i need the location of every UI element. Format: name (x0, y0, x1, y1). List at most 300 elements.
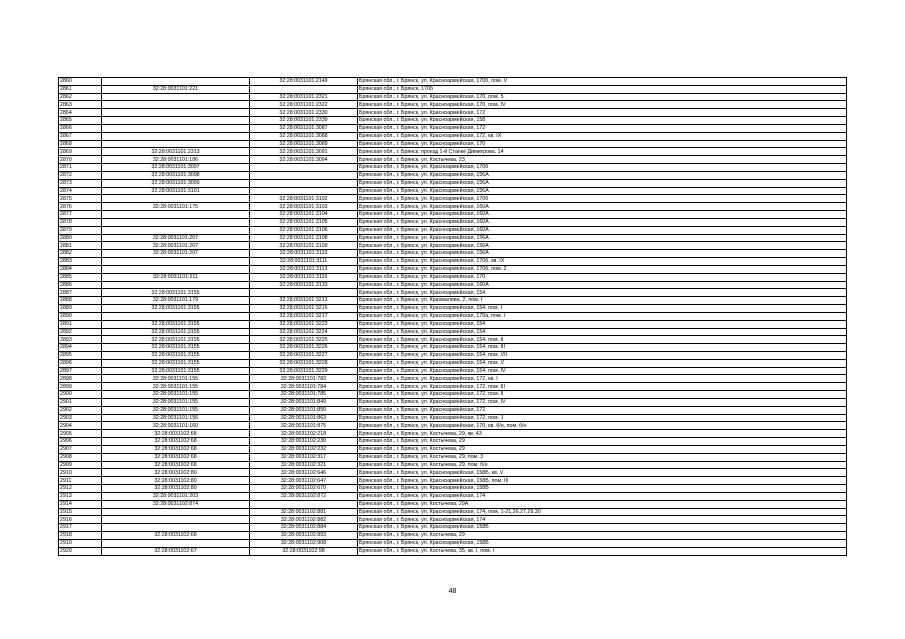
row-number: 2896 (59, 359, 102, 367)
table-row (59, 547, 847, 555)
table-row (59, 532, 847, 540)
parent-cadastral-number (102, 258, 250, 266)
parent-cadastral-number: 32:28:0031101:160 (102, 422, 250, 430)
row-number: 2886 (59, 281, 102, 289)
address: Брянская обл., г. Брянск, ул. Красноармейская, 158Б, кв. V (358, 469, 847, 477)
table-row (59, 179, 847, 187)
row-number: 2910 (59, 469, 102, 477)
cadastral-number: 32:28:0031101:3111 (250, 258, 358, 266)
cadastral-number: 32:28:0031101:3087 (250, 124, 358, 132)
cadastral-number: 32:28:0031101:3223 (250, 320, 358, 328)
table-row (59, 469, 847, 477)
row-number: 2870 (59, 156, 102, 164)
table-row (59, 211, 847, 219)
row-number: 2875 (59, 195, 102, 203)
address: Брянская обл., г. Брянск, ул. Красноармейская, 154, пом. III (358, 344, 847, 352)
cadastral-table (58, 77, 847, 556)
table-row (59, 187, 847, 195)
cadastral-number: 32:28:0031101:850 (250, 406, 358, 414)
table-row (59, 203, 847, 211)
row-number: 2873 (59, 179, 102, 187)
table-row (59, 305, 847, 313)
cadastral-number: 32:28:0031101:3104 (250, 211, 358, 219)
cadastral-number: 32:28:0031101:3108 (250, 234, 358, 242)
table-row (59, 430, 847, 438)
address: Брянская обл., г. Брянск, ул. Красноармейская, 160А (358, 203, 847, 211)
parent-cadastral-number: 32:28:0031102:80 (102, 477, 250, 485)
table-row (59, 171, 847, 179)
cadastral-number: 32:28:0031101:2149 (250, 78, 358, 86)
row-number: 2880 (59, 234, 102, 242)
cadastral-number: 32:28:0031101:3213 (250, 297, 358, 305)
parent-cadastral-number (102, 195, 250, 203)
table-row (59, 132, 847, 140)
parent-cadastral-number: 32:28:0031101:3155 (102, 320, 250, 328)
parent-cadastral-number (102, 226, 250, 234)
parent-cadastral-number: 32:28:0031101:155 (102, 383, 250, 391)
table-row (59, 398, 847, 406)
row-number: 2908 (59, 453, 102, 461)
parent-cadastral-number (102, 524, 250, 532)
table-row (59, 359, 847, 367)
row-number: 2901 (59, 398, 102, 406)
row-number: 2906 (59, 438, 102, 446)
row-number: 2860 (59, 78, 102, 86)
address: Брянская обл., г. Брянск, ул. Костычева, 29 (358, 438, 847, 446)
cadastral-number (250, 187, 358, 195)
cadastral-number: 32:28:0031101:3216 (250, 305, 358, 313)
address: Брянская обл., г. Брянск, ул. Красноармейская, 154, пом. VII (358, 351, 847, 359)
address: Брянская обл., г. Брянск, ул. Красноармейская, 158Б, пом. III (358, 477, 847, 485)
parent-cadastral-number: 32:28:0031101:3099 (102, 179, 250, 187)
cadastral-number: 32:28:0031101:3229 (250, 367, 358, 375)
table-row (59, 164, 847, 172)
row-number: 2907 (59, 445, 102, 453)
cadastral-number: 32:28:0031102:647 (250, 477, 358, 485)
table-row (59, 297, 847, 305)
parent-cadastral-number: 32:28:0031102:80 (102, 485, 250, 493)
parent-cadastral-number (102, 265, 250, 273)
cadastral-number: 32:28:0031101:784 (250, 383, 358, 391)
address: Брянская обл., г. Брянск, ул. Красноармейская, 170б (358, 164, 847, 172)
row-number: 2867 (59, 132, 102, 140)
address: Брянская обл., г. Брянск, ул. Красноармейская, 160А (358, 211, 847, 219)
row-number: 2882 (59, 250, 102, 258)
address: Брянская обл., г. Брянск, ул. Красноармейская, 154, пом. V (358, 359, 847, 367)
parent-cadastral-number: 32:28:0031101:155 (102, 406, 250, 414)
cadastral-number: 32:28:0031101:3113 (250, 265, 358, 273)
parent-cadastral-number (102, 312, 250, 320)
parent-cadastral-number: 32:28:0031101:179 (102, 297, 250, 305)
parent-cadastral-number: 32:28:0031101:3155 (102, 305, 250, 313)
cadastral-number: 32:28:0031101:3102 (250, 195, 358, 203)
address: Брянская обл., г. Брянск, ул. Красноармейская, 158Б (358, 485, 847, 493)
cadastral-number: 32:28:0031101:2330 (250, 109, 358, 117)
parent-cadastral-number: 32:28:0031101:3155 (102, 289, 250, 297)
row-number: 2866 (59, 124, 102, 132)
table-row (59, 195, 847, 203)
row-number: 2888 (59, 297, 102, 305)
table-row (59, 250, 847, 258)
address: Брянская обл., г. Брянск, ул. Костычева, 23 (358, 156, 847, 164)
parent-cadastral-number (102, 117, 250, 125)
address: Брянская обл., г. Брянск, ул. Красноармейская, 158Б (358, 524, 847, 532)
cadastral-number: 32:28:0031101:3109 (250, 242, 358, 250)
cadastral-number: 32:28:0031101:3110 (250, 250, 358, 258)
address: Брянская обл., г. Брянск, ул. Красноармейская, 156А (358, 234, 847, 242)
address: Брянская обл., г. Брянск, ул. Красноармейская, 154 (358, 328, 847, 336)
parent-cadastral-number: 32:28:0031101:221 (102, 85, 250, 93)
row-number: 2877 (59, 211, 102, 219)
cadastral-number: 32:28:0031101:3226 (250, 344, 358, 352)
cadastral-number: 32:28:0031101:3228 (250, 359, 358, 367)
table-row (59, 226, 847, 234)
row-number: 2876 (59, 203, 102, 211)
row-number: 2905 (59, 430, 102, 438)
cadastral-number: 32:28:0031101:3094 (250, 156, 358, 164)
address: Брянская обл., г. Брянск, ул. Красноармейская, 154, пом. II (358, 336, 847, 344)
address: Брянская обл., г. Брянск, ул. Костычева, 29, кв. 43 (358, 430, 847, 438)
cadastral-number: 32:28:0031101:3227 (250, 351, 358, 359)
cadastral-number (250, 179, 358, 187)
table-row (59, 312, 847, 320)
address: Брянская обл., г. Брянск, ул. Костычева, 29, пом. 3 (358, 453, 847, 461)
table-row (59, 328, 847, 336)
cadastral-number: 32:28:0031102:232 (250, 445, 358, 453)
cadastral-number: 32:28:0031101:3133 (250, 281, 358, 289)
row-number: 2903 (59, 414, 102, 422)
address: Брянская обл., г. Брянск, ул. Красноармейская, 158Б (358, 539, 847, 547)
table-row (59, 422, 847, 430)
parent-cadastral-number: 32:28:0031101:156 (102, 414, 250, 422)
address: Брянская обл., г. Брянск, ул. Красноармейская, 160А (358, 281, 847, 289)
parent-cadastral-number: 32:28:0031101:3155 (102, 351, 250, 359)
cadastral-number: 32:28:0031102:98 (250, 547, 358, 555)
table-row (59, 453, 847, 461)
table-row (59, 234, 847, 242)
parent-cadastral-number: 32:28:0031102:67 (102, 547, 250, 555)
cadastral-number: 32:28:0031101:785 (250, 391, 358, 399)
parent-cadastral-number: 32:28:0031101:3155 (102, 359, 250, 367)
address: Брянская обл., г. Брянск, ул. Красноармейская, 172, кв. IX (358, 132, 847, 140)
address: Брянская обл., г. Брянск, ул. Красноармейская, 172, пом. III (358, 383, 847, 391)
table-row (59, 242, 847, 250)
parent-cadastral-number (102, 508, 250, 516)
parent-cadastral-number: 32:28:0031101:2313 (102, 148, 250, 156)
row-number: 2900 (59, 391, 102, 399)
row-number: 2871 (59, 164, 102, 172)
address: Брянская обл., г. Брянск, ул. Красноармейская, 160А (358, 226, 847, 234)
table-row (59, 265, 847, 273)
row-number: 2864 (59, 109, 102, 117)
table-row (59, 485, 847, 493)
address: Брянская обл., г. Брянск, ул. Красноармейская, 172 (358, 109, 847, 117)
cadastral-number (250, 164, 358, 172)
address: Брянская обл., г. Брянск, ул. Красноармейская, 170, кв. б/н, пом. б/н (358, 422, 847, 430)
table-row (59, 117, 847, 125)
parent-cadastral-number: 32:28:0031102:874 (102, 500, 250, 508)
cadastral-number: 32:28:0031101:3089 (250, 140, 358, 148)
table-row (59, 406, 847, 414)
cadastral-number: 32:28:0031102:646 (250, 469, 358, 477)
parent-cadastral-number: 32:28:0031101:207 (102, 242, 250, 250)
address: Брянская обл., г. Брянск, ул. Красноармейская, 170 (358, 140, 847, 148)
table-row (59, 85, 847, 93)
row-number: 2915 (59, 508, 102, 516)
cadastral-number: 32:28:0031101:849 (250, 398, 358, 406)
registry-sheet (58, 77, 847, 556)
row-number: 2862 (59, 93, 102, 101)
parent-cadastral-number (102, 101, 250, 109)
parent-cadastral-number: 32:28:0031102:68 (102, 445, 250, 453)
cadastral-number: 32:28:0031102:321 (250, 461, 358, 469)
table-row (59, 273, 847, 281)
address: Брянская обл., г. Брянск, ул. Красноармейская, 156А (358, 242, 847, 250)
cadastral-number: 32:28:0031102:230 (250, 438, 358, 446)
parent-cadastral-number (102, 516, 250, 524)
address: Брянская обл., г. Брянск, ул. Красноармейская, 170, пом. IV (358, 101, 847, 109)
parent-cadastral-number (102, 218, 250, 226)
address: Брянская обл., г. Брянск, ул. Красноармейская, 172, кв. I (358, 375, 847, 383)
cadastral-number: 32:28:0031102:884 (250, 524, 358, 532)
address: Брянская обл., г. Брянск, ул. Красноармейская, 154 (358, 320, 847, 328)
cadastral-number: 32:28:0031101:3224 (250, 328, 358, 336)
table-row (59, 218, 847, 226)
address: Брянская обл., г. Брянск, ул. Красноармейская, 170а, пом. I (358, 312, 847, 320)
table-row (59, 438, 847, 446)
address: Брянская обл., г. Брянск, ул. Красноармейская, 174 (358, 492, 847, 500)
table-row (59, 258, 847, 266)
parent-cadastral-number: 32:28:0031101:3101 (102, 187, 250, 195)
parent-cadastral-number (102, 132, 250, 140)
row-number: 2879 (59, 226, 102, 234)
table-row (59, 336, 847, 344)
address: Брянская обл., г. Брянск, ул. Красноармейская, 174, пом. 1-21,26,27,29,30 (358, 508, 847, 516)
row-number: 2894 (59, 344, 102, 352)
address: Брянская обл., г. Брянск, ул. Красноармейская, 170 (358, 273, 847, 281)
table-row (59, 124, 847, 132)
parent-cadastral-number: 32:28:0031101:203 (102, 492, 250, 500)
parent-cadastral-number (102, 93, 250, 101)
cadastral-number: 32:28:0031101:2321 (250, 93, 358, 101)
row-number: 2920 (59, 547, 102, 555)
row-number: 2892 (59, 328, 102, 336)
row-number: 2898 (59, 375, 102, 383)
parent-cadastral-number: 32:28:0031101:186 (102, 156, 250, 164)
address: Брянская обл., г. Брянск, ул. Красноармейская, 170б, пом. 2 (358, 265, 847, 273)
cadastral-number: 32:28:0031101:863 (250, 414, 358, 422)
cadastral-number: 32:28:0031101:3225 (250, 336, 358, 344)
table-row (59, 101, 847, 109)
table-row (59, 140, 847, 148)
address: Брянская обл., г. Брянск, ул. Красноармейская, 156А (358, 250, 847, 258)
row-number: 2872 (59, 171, 102, 179)
table-row (59, 320, 847, 328)
row-number: 2904 (59, 422, 102, 430)
parent-cadastral-number: 32:28:0031101:3097 (102, 164, 250, 172)
row-number: 2909 (59, 461, 102, 469)
address: Брянская обл., г. Брянск, ул. Красноармейская, 172, пом. IV (358, 398, 847, 406)
parent-cadastral-number: 32:28:0031101:3155 (102, 344, 250, 352)
parent-cadastral-number (102, 124, 250, 132)
cadastral-number: 32:28:0031102:670 (250, 485, 358, 493)
table-row (59, 445, 847, 453)
table-row (59, 148, 847, 156)
parent-cadastral-number: 32:28:0031101:3155 (102, 328, 250, 336)
parent-cadastral-number (102, 140, 250, 148)
cadastral-number: 32:28:0031101:2339 (250, 117, 358, 125)
cadastral-number: 32:28:0031101:3103 (250, 203, 358, 211)
address: Брянская обл., г. Брянск, ул. Крахмалева, 2, пом. I (358, 297, 847, 305)
table-row (59, 367, 847, 375)
table-row (59, 78, 847, 86)
cadastral-number: 32:28:0031101:2322 (250, 101, 358, 109)
address: Брянская обл., г. Брянск, ул. Красноармейская, 158 (358, 117, 847, 125)
table-row (59, 500, 847, 508)
address: Брянская обл., г. Брянск, ул. Костычева, 29 (358, 532, 847, 540)
row-number: 2881 (59, 242, 102, 250)
cadastral-number: 32:28:0031101:875 (250, 422, 358, 430)
parent-cadastral-number (102, 539, 250, 547)
row-number: 2897 (59, 367, 102, 375)
table-row (59, 383, 847, 391)
row-number: 2893 (59, 336, 102, 344)
row-number: 2891 (59, 320, 102, 328)
row-number: 2890 (59, 312, 102, 320)
row-number: 2884 (59, 265, 102, 273)
table-row (59, 539, 847, 547)
address: Брянская обл., г. Брянск, ул. Красноармейская, 172, пом. II (358, 391, 847, 399)
row-number: 2878 (59, 218, 102, 226)
cadastral-number (250, 171, 358, 179)
cadastral-number: 32:28:0031101:3116 (250, 273, 358, 281)
cadastral-number: 32:28:0031101:3217 (250, 312, 358, 320)
parent-cadastral-number: 32:28:0031101:211 (102, 273, 250, 281)
row-number: 2918 (59, 532, 102, 540)
parent-cadastral-number: 32:28:0031101:3098 (102, 171, 250, 179)
table-row (59, 289, 847, 297)
table-row (59, 93, 847, 101)
cadastral-number: 32:28:0031102:893 (250, 532, 358, 540)
row-number: 2902 (59, 406, 102, 414)
address: Брянская обл., г. Брянск, ул. Красноармейская, 170б, кв. IX (358, 258, 847, 266)
row-number: 2869 (59, 148, 102, 156)
parent-cadastral-number (102, 211, 250, 219)
address: Брянская обл., г. Брянск, ул. Красноармейская, 172, пом. 1 (358, 414, 847, 422)
table-row (59, 391, 847, 399)
cadastral-number: 32:28:0031101:3088 (250, 132, 358, 140)
cadastral-number: 32:28:0031101:783 (250, 375, 358, 383)
parent-cadastral-number: 32:28:0031101:155 (102, 398, 250, 406)
parent-cadastral-number: 32:28:0031102:68 (102, 430, 250, 438)
row-number: 2863 (59, 101, 102, 109)
parent-cadastral-number (102, 281, 250, 289)
table-row (59, 281, 847, 289)
cadastral-number: 32:28:0031102:882 (250, 516, 358, 524)
cadastral-number: 32:28:0031102:908 (250, 539, 358, 547)
table-row (59, 375, 847, 383)
parent-cadastral-number: 32:28:0031102:68 (102, 532, 250, 540)
row-number: 2912 (59, 485, 102, 493)
parent-cadastral-number: 32:28:0031101:175 (102, 203, 250, 211)
table-row (59, 461, 847, 469)
page-number: 48 (448, 588, 457, 595)
row-number: 2917 (59, 524, 102, 532)
row-number: 2899 (59, 383, 102, 391)
parent-cadastral-number: 32:28:0031102:68 (102, 438, 250, 446)
parent-cadastral-number: 32:28:0031102:68 (102, 461, 250, 469)
table-row (59, 477, 847, 485)
row-number: 2895 (59, 351, 102, 359)
cadastral-number: 32:28:0031102:881 (250, 508, 358, 516)
table-row (59, 351, 847, 359)
table-row (59, 109, 847, 117)
address: Брянская обл., г. Брянск, ул. Красноармейская, 170б, пом. V (358, 78, 847, 86)
cadastral-number: 32:28:0031102:872 (250, 492, 358, 500)
address: Брянская обл., г. Брянск, ул. Красноармейская, 156А (358, 179, 847, 187)
address: Брянская обл., г. Брянск, ул. Костычева, 29 (358, 445, 847, 453)
row-number: 2913 (59, 492, 102, 500)
parent-cadastral-number: 32:28:0031101:3155 (102, 367, 250, 375)
row-number: 2865 (59, 117, 102, 125)
table-row (59, 508, 847, 516)
parent-cadastral-number: 32:28:0031101:155 (102, 391, 250, 399)
address: Брянская обл., г. Брянск, ул. Красноармейская, 172 (358, 124, 847, 132)
row-number: 2883 (59, 258, 102, 266)
row-number: 2911 (59, 477, 102, 485)
parent-cadastral-number: 32:28:0031101:155 (102, 375, 250, 383)
row-number: 2868 (59, 140, 102, 148)
row-number: 2916 (59, 516, 102, 524)
row-number: 2874 (59, 187, 102, 195)
address: Брянская обл., г. Брянск, 170б (358, 85, 847, 93)
row-number: 2914 (59, 500, 102, 508)
row-number: 2861 (59, 85, 102, 93)
parent-cadastral-number: 32:28:0031102:80 (102, 469, 250, 477)
parent-cadastral-number: 32:28:0031101:3155 (102, 336, 250, 344)
table-row (59, 492, 847, 500)
table-row (59, 344, 847, 352)
parent-cadastral-number: 32:28:0031102:68 (102, 453, 250, 461)
address: Брянская обл., г. Брянск, ул. Красноармейская, 160А (358, 218, 847, 226)
row-number: 2919 (59, 539, 102, 547)
row-number: 2889 (59, 305, 102, 313)
table-row (59, 156, 847, 164)
address: Брянская обл., г. Брянск, ул. Красноармейская, 172 (358, 406, 847, 414)
address: Брянская обл., г. Брянск, ул. Красноармейская, 156А (358, 171, 847, 179)
address: Брянская обл., г. Брянск, ул. Костычева, 35, кв. I, пом. I (358, 547, 847, 555)
parent-cadastral-number: 32:28:0031101:207 (102, 250, 250, 258)
address: Брянская обл., г. Брянск, ул. Красноармейская, 174 (358, 516, 847, 524)
address: Брянская обл., г. Брянск, проезд 1-й Станке Димитрова, 14 (358, 148, 847, 156)
address: Брянская обл., г. Брянск, ул. Красноармейская, 154 (358, 289, 847, 297)
cadastral-number: 32:28:0031101:3091 (250, 148, 358, 156)
row-number: 2887 (59, 289, 102, 297)
address: Брянская обл., г. Брянск, ул. Красноармейская, 154, пом. I (358, 305, 847, 313)
parent-cadastral-number (102, 78, 250, 86)
row-number: 2885 (59, 273, 102, 281)
address: Брянская обл., г. Брянск, ул. Костычева, 29А (358, 500, 847, 508)
cadastral-number: 32:28:0031102:317 (250, 453, 358, 461)
cadastral-number: 32:28:0031101:3106 (250, 226, 358, 234)
address: Брянская обл., г. Брянск, ул. Костычева, 29, пом. б/н (358, 461, 847, 469)
cadastral-number (250, 85, 358, 93)
table-row (59, 524, 847, 532)
address: Брянская обл., г. Брянск, ул. Красноармейская, 170, пом. 5 (358, 93, 847, 101)
address: Брянская обл., г. Брянск, ул. Красноармейская, 154, пом. IV (358, 367, 847, 375)
table-row (59, 516, 847, 524)
cadastral-number: 32:28:0031101:3105 (250, 218, 358, 226)
